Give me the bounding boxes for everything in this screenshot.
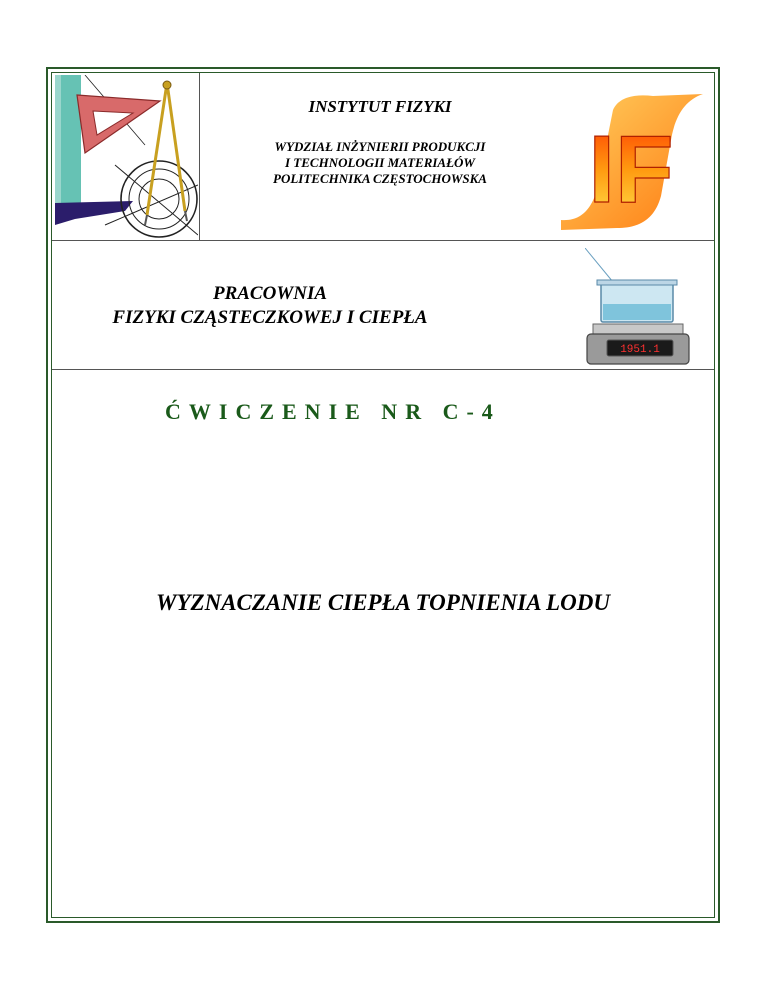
scale-display-readout: 1951.1 xyxy=(620,344,660,356)
lab-title xyxy=(60,282,480,330)
if-logo-letters: IF xyxy=(588,116,674,223)
lab-title-line: PRACOWNIA xyxy=(212,283,328,304)
exercise-number: ĆWICZENIE NR C-4 xyxy=(165,399,501,424)
lab-divider xyxy=(52,369,714,370)
affiliation-line: POLITECHNIKA CZĘSTOCHOWSKA xyxy=(273,171,487,186)
institute-affiliation xyxy=(200,139,560,187)
scale-beaker-icon xyxy=(585,248,700,368)
drafting-tools-logo xyxy=(55,75,198,239)
affiliation-line: WYDZIAŁ INŻYNIERII PRODUKCJI xyxy=(274,139,486,154)
if-flame-logo xyxy=(557,90,705,232)
lab-title-line: FIZYKI CZĄSTECZKOWEJ I CIEPŁA xyxy=(112,307,428,328)
affiliation-line: I TECHNOLOGII MATERIAŁÓW xyxy=(285,155,475,170)
institute-title: INSTYTUT FIZYKI xyxy=(308,97,452,116)
header-divider xyxy=(52,240,714,241)
exercise-topic: WYZNACZANIE CIEPŁA TOPNIENIA LODU xyxy=(156,590,610,615)
